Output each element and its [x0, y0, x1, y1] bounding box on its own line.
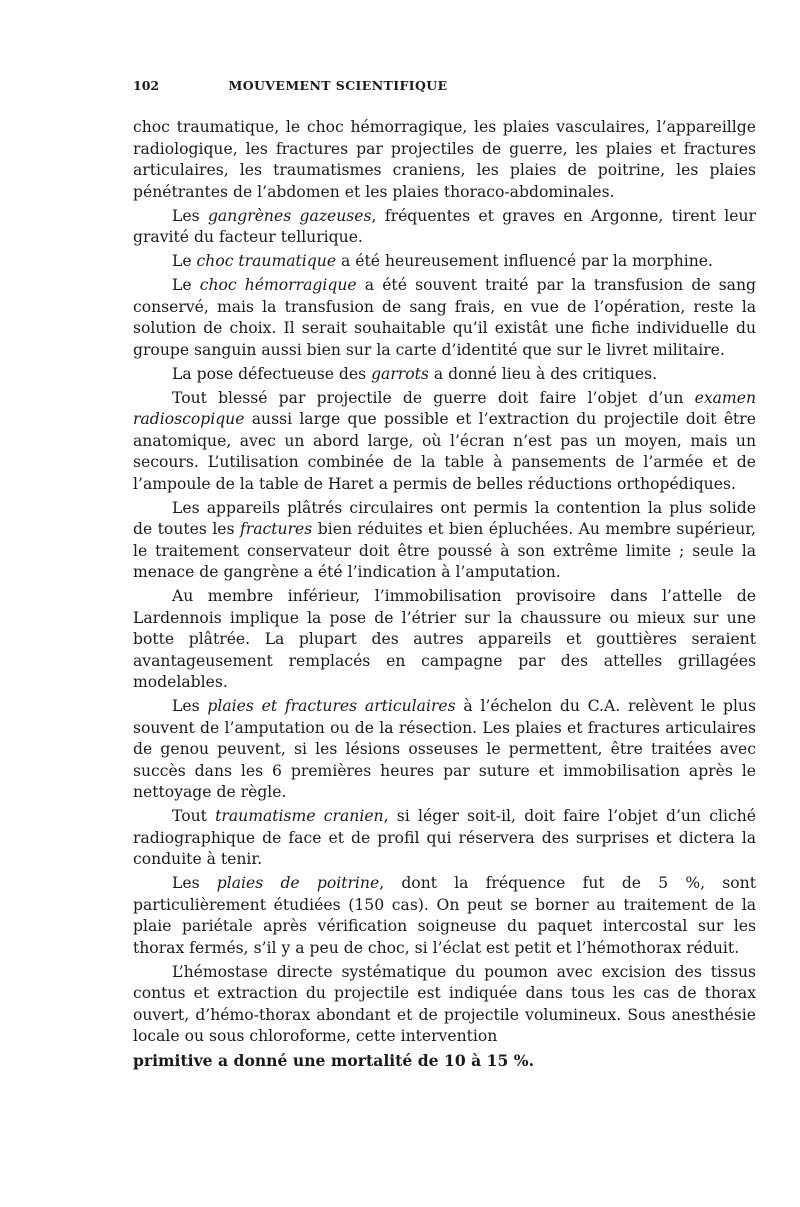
page-header [133, 78, 543, 98]
body-text [133, 117, 756, 1074]
paragraph: Au membre inférieur, l’immobilisation provisoire dans l’attelle de Lardennois implique la pose de l’étrier sur la chaussure ou mieux sur une botte plâtrée. La plupart des autres appareils et gouttières seraient avantageusement remplacés en campagne par des attelles grillagées modelables. [133, 587, 756, 691]
paragraph: choc traumatique, le choc hémorragique, les plaies vasculaires, l’appareillge radiologique, les fractures par projectiles de guerre, les plaies et fractures articulaires, les traumatismes craniens, les plaies de poitrine, les plaies pénétrantes de l’abdomen et les plaies thoraco-abdominales. [133, 118, 756, 201]
paragraph: Le choc traumatique a été heureusement influencé par la morphine. [172, 252, 713, 270]
paragraph: La pose défectueuse des garrots a donné lieu à des critiques. [172, 364, 658, 383]
paragraph: Les plaies et fractures articulaires à l’échelon du C.A. relèvent le plus souvent de l’amputation ou de la résection. Les plaies et fractures articulaires de genou peuvent, si les lésions osseuses le permettent, être traitées avec succès dans les 6 premières heures par suture et immobilisation après le nettoyage de règle. [133, 697, 756, 801]
paragraph: L’hémostase directe systématique du poumon avec excision des tissus contus et extraction du projectile est indiquée dans tous les cas de thorax ouvert, d’hémo-thorax abondant et de projectile volumineux. Sous anesthésie locale ou sous chloroforme, cette intervention [133, 962, 756, 1045]
paragraph: Le choc hémorragique a été souvent traité par la transfusion de sang conservé, mais la transfusion de sang frais, en vue de l’opération, reste la solution de choix. Il serait souhaitable qu’il existât une fiche individuelle du groupe sanguin aussi bien sur la carte d’identité que sur le livret militaire. [133, 276, 757, 359]
running-head: MOUVEMENT SCIENTIFIQUE [228, 78, 448, 93]
page-number: 102 [133, 78, 160, 93]
paragraph: Les plaies de poitrine, dont la fréquence fut de 5 %, sont particulièrement étudiées (150 cas). On peut se borner au traitement de la plaie pariétale après vérification soigneuse du paquet intercostal sur les thorax fermés, s’il y a peu de choc, si l’éclat est petit et l’hémothorax réduit. [133, 874, 756, 957]
paragraph: Les gangrènes gazeuses, fréquentes et graves en Argonne, tirent leur gravité du facteur tellurique. [133, 206, 757, 246]
paragraph: Tout blessé par projectile de guerre doit faire l’objet d’un examen radioscopique aussi large que possible et l’extraction du projectile doit être anatomique, avec un abord large, où l’écran n’est pas un moyen, mais un secours. L’utilisation combinée de la table à pansements de l’armée et de l’ampoule de la table de Haret a permis de belles réductions orthopédiques. [133, 388, 756, 493]
paragraph: Tout traumatisme cranien, si léger soit-il, doit faire l’objet d’un cliché radiographique de face et de profil qui réservera des surprises et dictera la conduite à tenir. [133, 807, 756, 868]
paragraph: Les appareils plâtrés circulaires ont permis la contention la plus solide de toutes les fractures bien réduites et bien épluchées. Au membre supérieur, le traitement conservateur doit être poussé à son extrême limite ; seule la menace de gangrène a été l’indication à l’amputation. [133, 498, 756, 581]
paragraph: primitive a donné une mortalité de 10 à 15 %. [133, 1051, 535, 1070]
